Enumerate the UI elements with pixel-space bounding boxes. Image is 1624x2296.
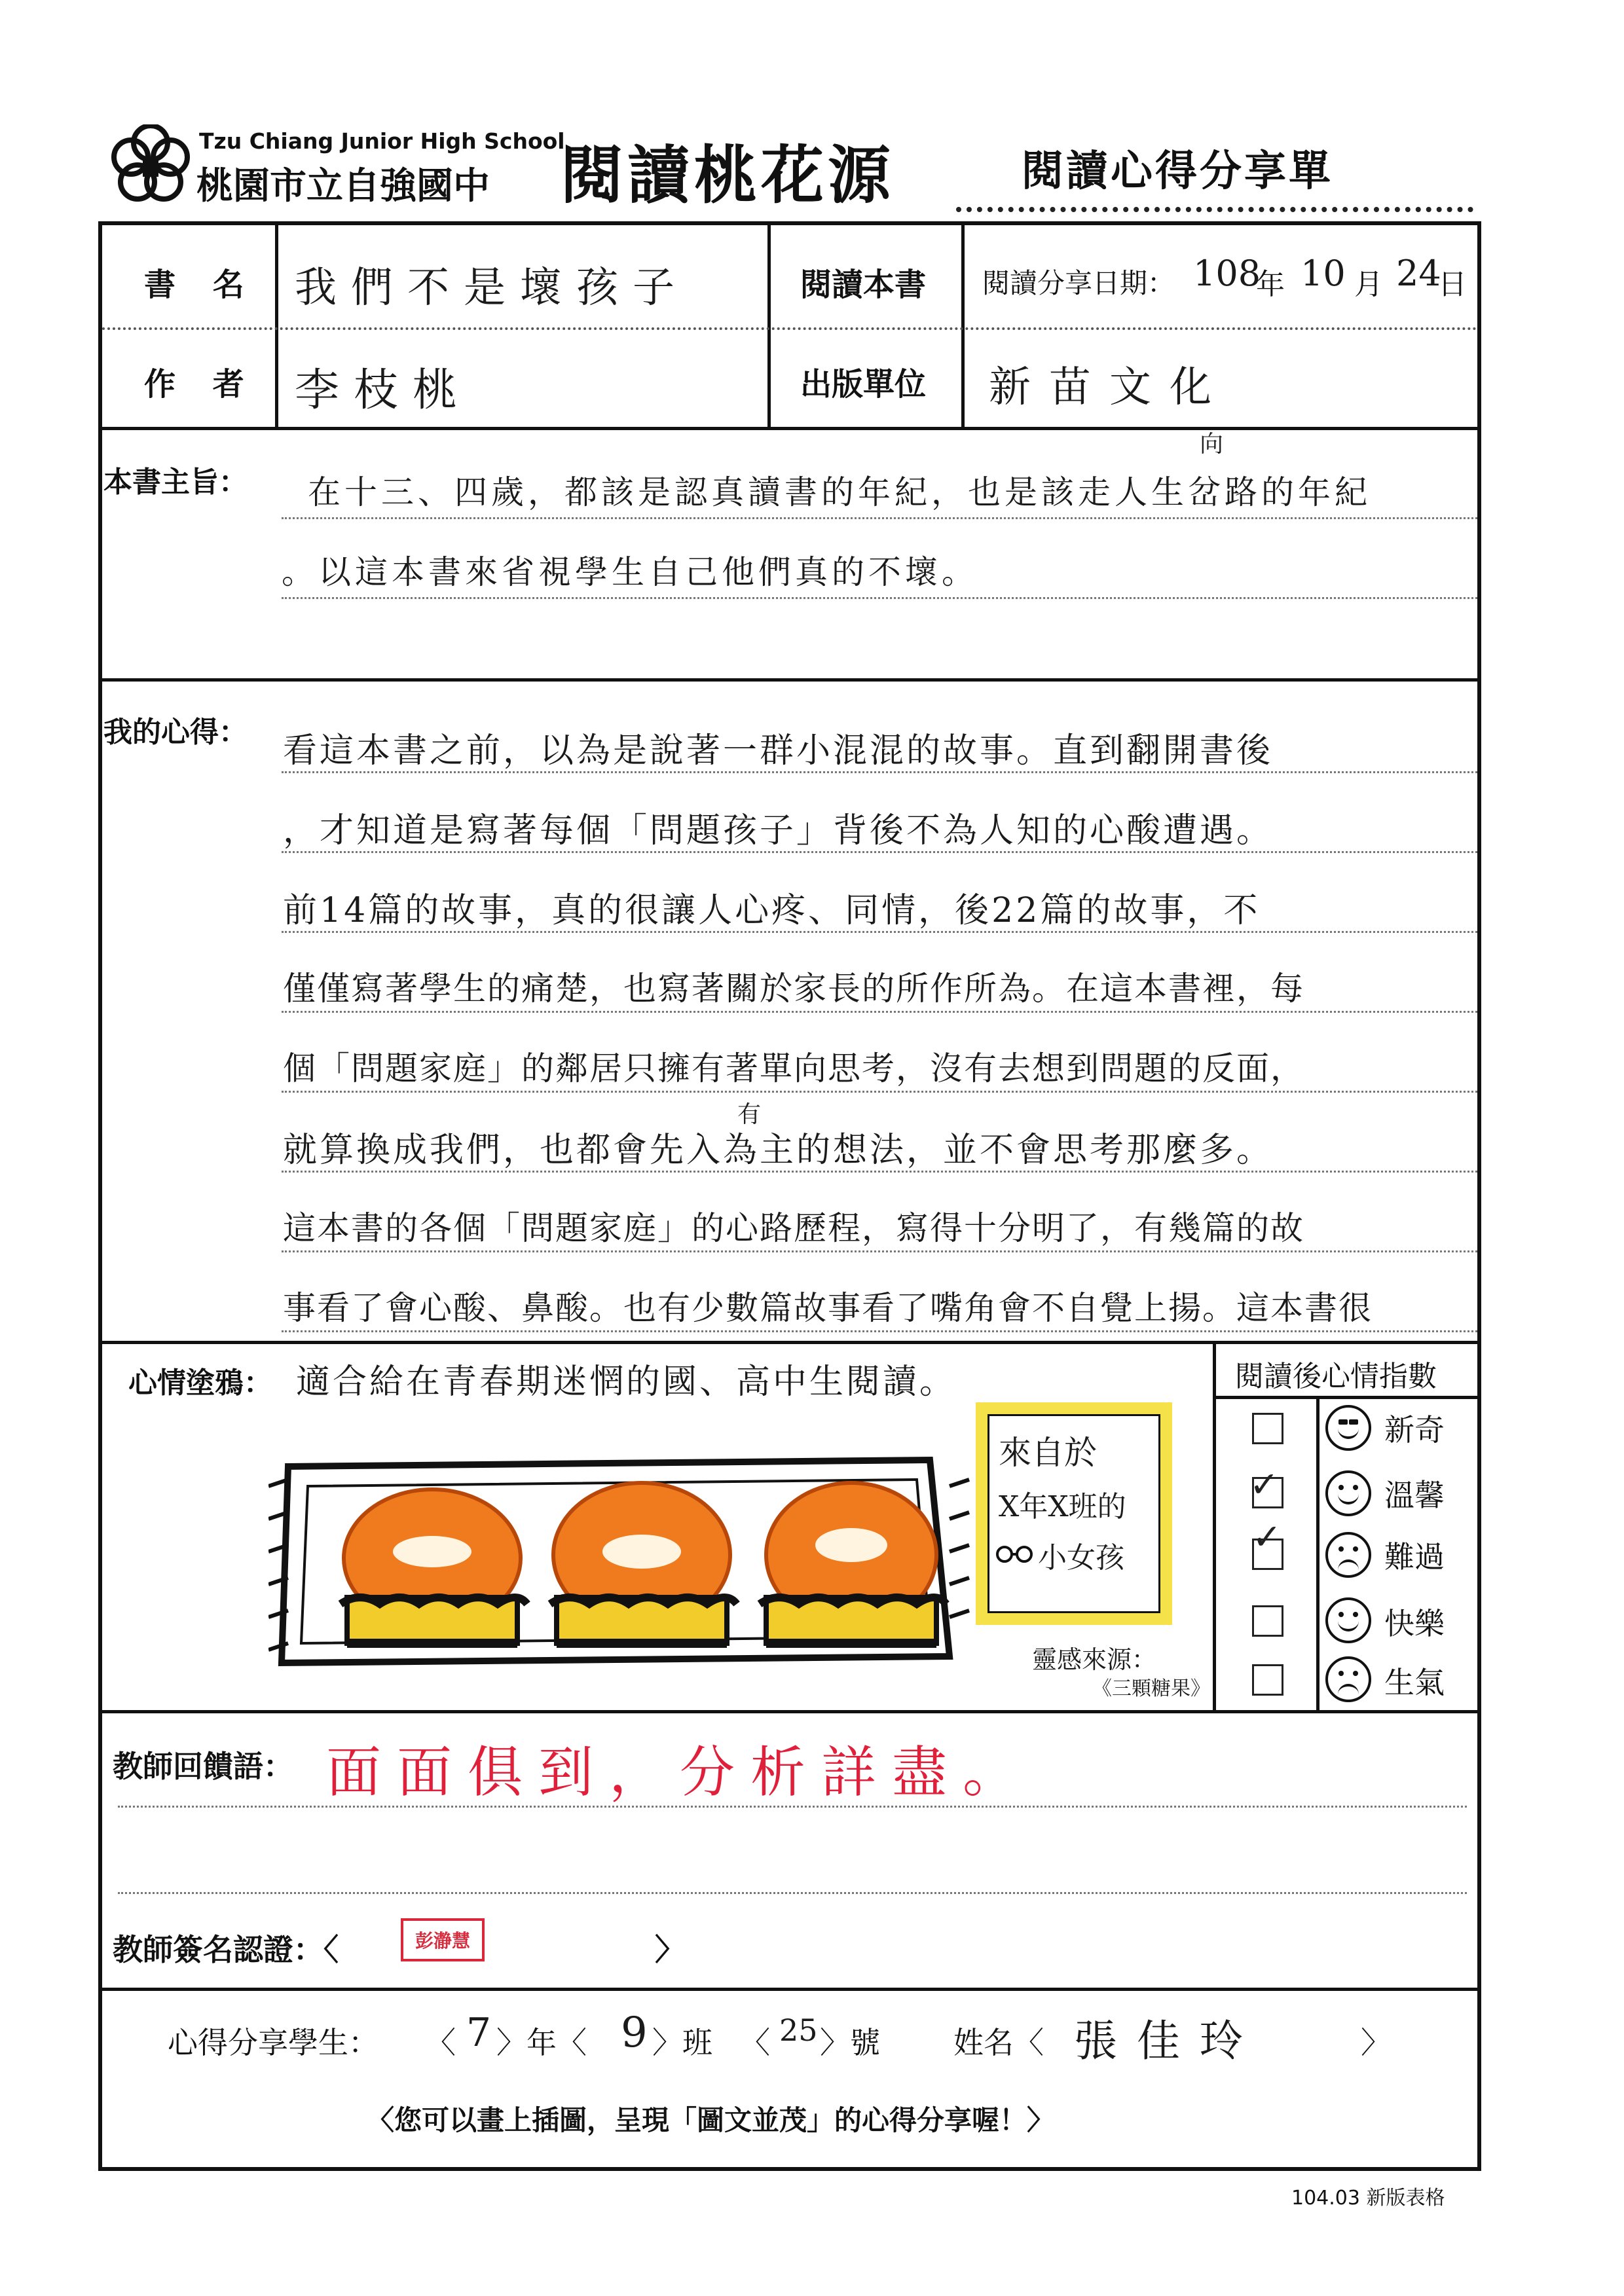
date-label: 閱讀分享日期：	[982, 267, 1175, 299]
school-name-zh: 桃園市立自強國中	[196, 165, 490, 208]
mood-bottom-border	[98, 1710, 1481, 1713]
title-label: 書 名	[144, 266, 257, 303]
sign-label: 教師簽名認證：〈	[113, 1932, 339, 1967]
sticky-note	[976, 1402, 1172, 1625]
reflection-rule-1	[282, 771, 1477, 773]
mood-index-title: 閱讀後心情指數	[1235, 1360, 1437, 1393]
reflection-rule-7	[282, 1250, 1477, 1252]
sign-close: 〉	[655, 1932, 685, 1967]
egg-yolk-pastry-1	[334, 1486, 530, 1659]
feedback-rule-1	[118, 1806, 1467, 1808]
student-label: 心得分享學生：	[168, 2025, 378, 2060]
author-value: 李枝桃	[295, 365, 472, 416]
book-info-divider-3	[961, 221, 965, 427]
reflection-bottom-border	[98, 1341, 1481, 1344]
book-info-divider-2	[767, 221, 771, 427]
reflection-rule-3	[282, 931, 1477, 933]
mood-label: 心情塗鴉：	[128, 1366, 272, 1400]
grade-open: 〈	[426, 2025, 456, 2060]
note-line-2: X年X班的	[999, 1490, 1126, 1523]
glasses-icon	[995, 1541, 1035, 1570]
mood-index-title-border	[1213, 1396, 1481, 1399]
form-title: 閱讀心得分享單	[1022, 147, 1333, 196]
reflection-label: 我的心得：	[103, 716, 248, 749]
inspiration-source: 《三顆糖果》	[1092, 1677, 1210, 1700]
theme-insert-mark: 向	[1200, 431, 1224, 458]
note-line-3: 小女孩	[1038, 1541, 1124, 1575]
publisher-value: 新苗文化	[989, 363, 1230, 412]
inspiration-label: 靈感來源：	[1032, 1645, 1157, 1674]
feedback-rule-2	[118, 1892, 1467, 1894]
publisher-label: 出版單位	[800, 366, 927, 403]
reflection-line-4: 僅僅寫著學生的痛楚，也寫著關於家長的所作所為。在這本書裡，每	[283, 970, 1304, 1008]
mood-label-happy: 快樂	[1384, 1606, 1445, 1641]
theme-rule-2	[282, 597, 1477, 599]
book-info-divider-1	[275, 221, 278, 427]
plum-blossom-icon	[111, 124, 190, 203]
theme-rule-1	[282, 517, 1477, 519]
mood-check-sad: ✓	[1252, 1516, 1282, 1558]
grade-value: 7	[466, 2010, 492, 2056]
name-label: 姓名〈	[953, 2025, 1044, 2060]
header-dotted-rule	[956, 207, 1473, 212]
reflection-rule-8	[282, 1330, 1477, 1332]
cool-face-icon	[1325, 1405, 1371, 1451]
reflection-rule-6	[282, 1171, 1477, 1173]
smile-face-icon	[1325, 1470, 1371, 1516]
book-info-bottom-border	[98, 427, 1481, 430]
theme-bottom-border	[98, 678, 1481, 682]
grade-close: 〉年〈	[496, 2025, 587, 2060]
theme-label: 本書主旨：	[103, 465, 248, 499]
mood-checkbox-novel[interactable]	[1252, 1413, 1283, 1444]
feedback-value: 面面俱到，分析詳盡。	[326, 1740, 1034, 1804]
date-day-unit: 日	[1438, 268, 1467, 301]
seat-value: 25	[779, 2013, 818, 2048]
mood-label-sad: 難過	[1384, 1539, 1445, 1575]
reflection-line-5: 個「問題家庭」的鄰居只擁有著單向思考，沒有去想到問題的反面，	[283, 1049, 1304, 1087]
school-logo	[111, 124, 190, 203]
form-version: 104.03 新版表格	[1291, 2187, 1445, 2210]
happy-face-icon	[1325, 1597, 1371, 1643]
egg-yolk-pastry-2	[544, 1480, 740, 1659]
angry-face-icon	[1325, 1656, 1371, 1702]
seat-open: 〈	[740, 2025, 770, 2060]
sad-face-icon	[1325, 1532, 1371, 1578]
reflection-line-1: 看這本書之前，以為是說著一群小混混的故事。直到翻開書後	[283, 731, 1274, 771]
date-day: 24	[1396, 253, 1441, 294]
program-title: 閱讀桃花源	[561, 138, 895, 212]
theme-line-2: 。以這本書來省視學生自己他們真的不壞。	[282, 553, 978, 591]
feedback-label: 教師回饋語：	[113, 1749, 293, 1784]
name-close: 〉	[1361, 2025, 1391, 2060]
stamp-text: 彭瀞慧	[415, 1930, 470, 1952]
title-value: 我們不是壞孩子	[295, 264, 689, 312]
mood-index-divider	[1316, 1396, 1320, 1711]
school-name-en: Tzu Chiang Junior High School	[199, 128, 565, 154]
class-value: 9	[621, 2009, 648, 2057]
mood-label-novel: 新奇	[1384, 1412, 1445, 1448]
class-close: 〉班	[652, 2025, 712, 2060]
date-year-unit: 年	[1256, 268, 1285, 301]
reflection-rule-2	[282, 851, 1477, 853]
egg-yolk-pastry-3	[753, 1480, 950, 1659]
date-month: 10	[1301, 253, 1346, 294]
teacher-bottom-border	[98, 1988, 1481, 1991]
reflection-rule-4	[282, 1011, 1477, 1013]
reflection-line-3: 前14篇的故事，真的很讓人心疼、同情，後22篇的故事，不	[283, 891, 1261, 930]
reflection-line-6: 就算換成我們，也都會先入為主的想法，並不會思考那麼多。	[283, 1131, 1274, 1170]
reflection-line-2: ，才知道是寫著每個「問題孩子」背後不為人知的心酸遭遇。	[283, 811, 1274, 850]
form-frame	[98, 221, 1481, 2171]
date-year: 108	[1193, 253, 1261, 294]
reflection-rule-5	[282, 1091, 1477, 1093]
note-line-1: 來自於	[999, 1434, 1097, 1472]
theme-line-1: 在十三、四歲，都該是認真讀書的年紀，也是該走人生岔路的年紀	[308, 473, 1371, 511]
author-label: 作 者	[144, 366, 257, 403]
mood-checkbox-angry[interactable]	[1252, 1664, 1283, 1696]
reflection-line-7: 這本書的各個「問題家庭」的心路歷程，寫得十分明了，有幾篇的故	[283, 1209, 1304, 1247]
mood-label-angry: 生氣	[1384, 1665, 1445, 1700]
book-info-row-divider	[102, 327, 1477, 330]
mood-continuation: 適合給在青春期迷惘的國、高中生閱讀。	[296, 1362, 957, 1402]
mood-checkbox-happy[interactable]	[1252, 1605, 1283, 1637]
footer-hint: 〈您可以畫上插圖，呈現「圖文並茂」的心得分享喔！〉	[367, 2104, 1055, 2136]
student-name: 張佳玲	[1074, 2016, 1263, 2066]
teacher-stamp	[401, 1918, 485, 1961]
mood-label-warm: 溫馨	[1384, 1478, 1445, 1513]
date-month-unit: 月	[1354, 268, 1383, 301]
mood-check-warm: ✓	[1249, 1464, 1280, 1505]
seat-close: 〉號	[820, 2025, 880, 2060]
read-label: 閱讀本書	[800, 266, 927, 303]
reflection-line-8: 事看了會心酸、鼻酸。也有少數篇故事看了嘴角會不自覺上揚。這本書很	[283, 1289, 1373, 1327]
reflection-insert-mark: 有	[737, 1101, 762, 1128]
